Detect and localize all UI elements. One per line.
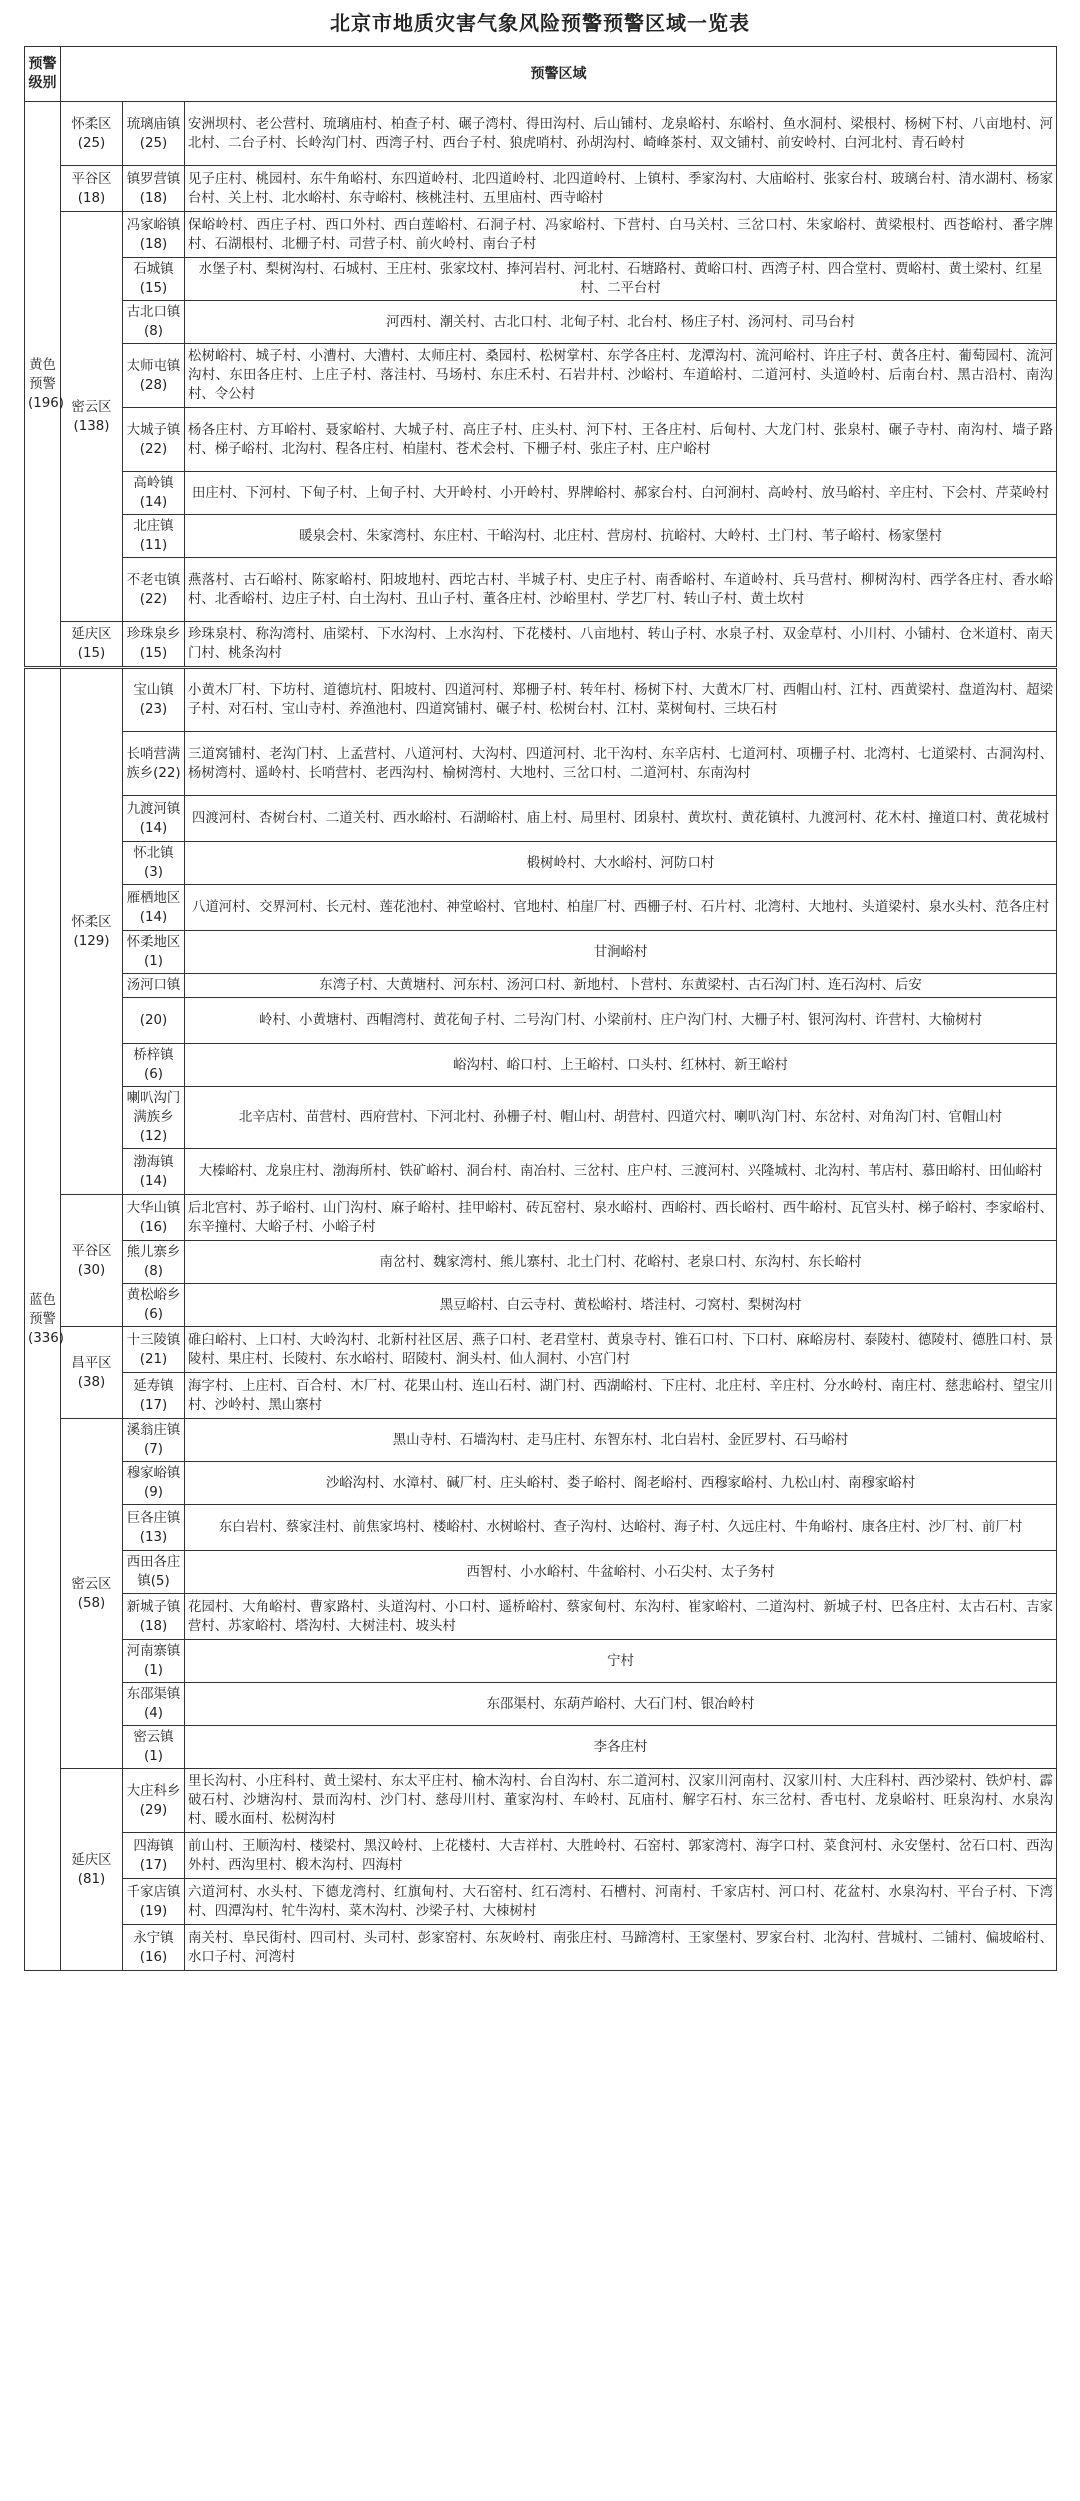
table-row [25, 1683, 1057, 1726]
warning-level-cell: 黄色预警(196) [25, 102, 61, 668]
town-cell: 石城镇(15) [123, 258, 185, 301]
table-row [25, 1594, 1057, 1640]
table-row [25, 166, 1057, 212]
table-row [25, 408, 1057, 472]
district-cell: 怀柔区(129) [61, 668, 123, 1195]
town-cell: 琉璃庙镇(25) [123, 102, 185, 166]
village-list-cell: 小黄木厂村、下坊村、道德坑村、阳坡村、四道河村、郑栅子村、转年村、杨树下村、大黄木厂村、西帽山村、江村、西黄梁村、盘道沟村、超梁子村、对石村、宝山寺村、养渔池村、四道窝铺村、碾子村、松树台村、江村、菜树甸村、三块石村 [185, 668, 1057, 732]
town-cell: 穆家峪镇(9) [123, 1462, 185, 1505]
table-row [25, 1726, 1057, 1769]
village-list-cell: 峪沟村、峪口村、上王峪村、口头村、红林村、新王峪村 [185, 1044, 1057, 1087]
table-row [25, 931, 1057, 974]
town-cell: 十三陵镇(21) [123, 1327, 185, 1373]
town-cell: 怀柔地区(1) [123, 931, 185, 974]
village-list-cell: 杨各庄村、方耳峪村、聂家峪村、大城子村、高庄子村、庄头村、河下村、王各庄村、后甸村、大龙门村、张泉村、碾子寺村、南沟村、墙子路村、梯子峪村、北沟村、程各庄村、柏崖村、苍术会村、下栅子村、张庄子村、庄户峪村 [185, 408, 1057, 472]
town-cell: 新城子镇(18) [123, 1594, 185, 1640]
town-cell: 雁栖地区(14) [123, 885, 185, 931]
table-row [25, 1925, 1057, 1971]
village-list-cell: 黑豆峪村、白云寺村、黄松峪村、塔洼村、刁窝村、梨树沟村 [185, 1284, 1057, 1327]
table-row [25, 1640, 1057, 1683]
village-list-cell: 花园村、大角峪村、曹家路村、头道沟村、小口村、遥桥峪村、蔡家甸村、东沟村、崔家峪村、二道沟村、新城子村、巴各庄村、太古石村、吉家营村、苏家峪村、塔沟村、大树洼村、坡头村 [185, 1594, 1057, 1640]
table-row [25, 974, 1057, 998]
village-list-cell: 东湾子村、大黄塘村、河东村、汤河口村、新地村、卜营村、东黄梁村、古石沟门村、连石沟村、后安 [185, 974, 1057, 998]
table-row [25, 258, 1057, 301]
town-cell: 古北口镇(8) [123, 301, 185, 344]
district-cell: 平谷区(18) [61, 166, 123, 212]
table-row [25, 212, 1057, 258]
town-cell: 大城子镇(22) [123, 408, 185, 472]
village-list-cell: 椴树岭村、大水峪村、河防口村 [185, 842, 1057, 885]
village-list-cell: 水堡子村、梨树沟村、石城村、王庄村、张家坟村、捧河岩村、河北村、石塘路村、黄峪口村、西湾子村、四合堂村、贾峪村、黄土梁村、红星村、二平台村 [185, 258, 1057, 301]
table-row [25, 1241, 1057, 1284]
table-row [25, 1195, 1057, 1241]
table-row [25, 885, 1057, 931]
village-list-cell: 北辛店村、苗营村、西府营村、下河北村、孙栅子村、帽山村、胡营村、四道穴村、喇叭沟门村、东岔村、对角沟门村、官帽山村 [185, 1087, 1057, 1149]
table-row [25, 1462, 1057, 1505]
table-row [25, 515, 1057, 558]
town-cell: 巨各庄镇(13) [123, 1505, 185, 1551]
town-cell: 熊儿寨乡(8) [123, 1241, 185, 1284]
town-cell: 桥梓镇(6) [123, 1044, 185, 1087]
town-cell: 千家店镇(19) [123, 1879, 185, 1925]
table-row [25, 668, 1057, 732]
table-row [25, 1551, 1057, 1594]
village-list-cell: 四渡河村、杏树台村、二道关村、西水峪村、石湖峪村、庙上村、局里村、团泉村、黄坎村、黄花镇村、九渡河村、花木村、撞道口村、黄花城村 [185, 796, 1057, 842]
village-list-cell: 黑山寺村、石墙沟村、走马庄村、东智东村、北白岩村、金匠罗村、石马峪村 [185, 1419, 1057, 1462]
town-cell: 怀北镇(3) [123, 842, 185, 885]
village-list-cell: 八道河村、交界河村、长元村、莲花池村、神堂峪村、官地村、柏崖厂村、西栅子村、石片村、北湾村、大地村、头道梁村、泉水头村、范各庄村 [185, 885, 1057, 931]
town-cell: 镇罗营镇(18) [123, 166, 185, 212]
village-list-cell: 三道窝铺村、老沟门村、上孟营村、八道河村、大沟村、四道河村、北干沟村、东辛店村、七道河村、项栅子村、北湾村、七道梁村、古洞沟村、杨树湾村、遥岭村、长哨营村、老西沟村、榆树湾村、大地村、三岔口村、二道河村、东南沟村 [185, 732, 1057, 796]
town-cell: (20) [123, 998, 185, 1044]
town-cell: 大华山镇(16) [123, 1195, 185, 1241]
district-cell: 延庆区(81) [61, 1769, 123, 1971]
table-row [25, 1373, 1057, 1419]
table-row [25, 998, 1057, 1044]
village-list-cell: 东白岩村、蔡家洼村、前焦家坞村、楼峪村、水树峪村、查子沟村、达峪村、海子村、久远庄村、牛角峪村、康各庄村、沙厂村、前厂村 [185, 1505, 1057, 1551]
table-row [25, 1879, 1057, 1925]
table-row [25, 796, 1057, 842]
village-list-cell: 南岔村、魏家湾村、熊儿寨村、北土门村、花峪村、老泉口村、东沟村、东长峪村 [185, 1241, 1057, 1284]
area-header: 预警区域 [61, 47, 1057, 102]
town-cell: 宝山镇(23) [123, 668, 185, 732]
village-list-cell: 珍珠泉村、称沟湾村、庙梁村、下水沟村、上水沟村、下花楼村、八亩地村、转山子村、水泉子村、双金草村、小川村、小铺村、仓米道村、南天门村、桃条沟村 [185, 622, 1057, 668]
village-list-cell: 海字村、上庄村、百合村、木厂村、花果山村、连山石村、湖门村、西湖峪村、下庄村、北庄村、辛庄村、分水岭村、南庄村、慈悲峪村、望宝川村、沙岭村、黑山寨村 [185, 1373, 1057, 1419]
village-list-cell: 保峪岭村、西庄子村、西口外村、西白莲峪村、石洞子村、冯家峪村、下营村、白马关村、三岔口村、朱家峪村、黄梁根村、西苍峪村、番字牌村、石湖根村、北栅子村、司营子村、前火岭村、南台子村 [185, 212, 1057, 258]
level-header: 预警级别 [25, 47, 61, 102]
village-list-cell: 宁村 [185, 1640, 1057, 1683]
town-cell: 九渡河镇(14) [123, 796, 185, 842]
town-cell: 延寿镇(17) [123, 1373, 185, 1419]
district-cell: 密云区(138) [61, 212, 123, 622]
village-list-cell: 李各庄村 [185, 1726, 1057, 1769]
table-row [25, 1833, 1057, 1879]
village-list-cell: 后北宫村、苏子峪村、山门沟村、麻子峪村、挂甲峪村、砖瓦窑村、泉水峪村、西峪村、西长峪村、西牛峪村、瓦官头村、梯子峪村、李家峪村、东辛撞村、大峪子村、小峪子村 [185, 1195, 1057, 1241]
district-cell: 密云区(58) [61, 1419, 123, 1769]
town-cell: 溪翁庄镇(7) [123, 1419, 185, 1462]
village-list-cell: 松树峪村、城子村、小漕村、大漕村、太师庄村、桑园村、松树掌村、东学各庄村、龙潭沟村、流河峪村、许庄子村、黄各庄村、葡萄园村、流河沟村、东田各庄村、上庄子村、落洼村、马场村、东庄禾村、石岩井村、沙峪村、车道峪村、二道河村、头道岭村、后南台村、黑古沿村、南沟村、令公村 [185, 344, 1057, 408]
table-row [25, 1327, 1057, 1373]
table-row [25, 301, 1057, 344]
village-list-cell: 甘涧峪村 [185, 931, 1057, 974]
town-cell: 黄松峪乡(6) [123, 1284, 185, 1327]
town-cell: 长哨营满族乡(22) [123, 732, 185, 796]
village-list-cell: 岭村、小黄塘村、西帽湾村、黄花甸子村、二号沟门村、小梁前村、庄户沟门村、大栅子村、银河沟村、许营村、大榆树村 [185, 998, 1057, 1044]
warning-table [24, 46, 1057, 1971]
table-row [25, 472, 1057, 515]
town-cell: 冯家峪镇(18) [123, 212, 185, 258]
village-list-cell: 前山村、王顺沟村、楼梁村、黑汉岭村、上花楼村、大吉祥村、大胜岭村、石窑村、郭家湾村、海字口村、菜食河村、永安堡村、岔石口村、西沟外村、西沟里村、椴木沟村、四海村 [185, 1833, 1057, 1879]
village-list-cell: 沙峪沟村、水漳村、碱厂村、庄头峪村、娄子峪村、阁老峪村、西穆家峪村、九松山村、南穆家峪村 [185, 1462, 1057, 1505]
table-row [25, 1505, 1057, 1551]
district-cell: 昌平区(38) [61, 1327, 123, 1419]
table-row [25, 1284, 1057, 1327]
village-list-cell: 燕落村、古石峪村、陈家峪村、阳坡地村、西坨古村、半城子村、史庄子村、南香峪村、车道岭村、兵马营村、柳树沟村、西学各庄村、香水峪村、北香峪村、边庄子村、白土沟村、丑山子村、董各庄村、沙峪里村、学艺厂村、转山子村、黄土坎村 [185, 558, 1057, 622]
town-cell: 渤海镇(14) [123, 1149, 185, 1195]
table-row [25, 558, 1057, 622]
district-cell: 延庆区(15) [61, 622, 123, 668]
village-list-cell: 见子庄村、桃园村、东牛角峪村、东四道岭村、北四道岭村、北四道岭村、上镇村、季家沟村、大庙峪村、张家台村、玻璃台村、清水湖村、杨家台村、关上村、北水峪村、东寺峪村、核桃洼村、五里庙村、西寺峪村 [185, 166, 1057, 212]
town-cell: 密云镇(1) [123, 1726, 185, 1769]
town-cell: 汤河口镇 [123, 974, 185, 998]
village-list-cell: 六道河村、水头村、下德龙湾村、红旗甸村、大石窑村、红石湾村、石槽村、河南村、千家店村、河口村、花盆村、水泉沟村、平台子村、下湾村、四潭沟村、牤牛沟村、菜木沟村、沙梁子村、大栜树村 [185, 1879, 1057, 1925]
village-list-cell: 暖泉会村、朱家湾村、东庄村、干峪沟村、北庄村、营房村、抗峪村、大岭村、土门村、苇子峪村、杨家堡村 [185, 515, 1057, 558]
table-header-row [25, 47, 1057, 102]
village-list-cell: 里长沟村、小庄科村、黄土梁村、东太平庄村、榆木沟村、台自沟村、东二道河村、汉家川河南村、汉家川村、大庄科村、西沙梁村、铁炉村、霹破石村、沙塘沟村、景而沟村、沙门村、慈母川村、董家沟村、车岭村、瓦庙村、解字石村、东三岔村、香屯村、龙泉峪村、旺泉沟村、水泉沟村、暖水面村、松树沟村 [185, 1769, 1057, 1833]
town-cell: 北庄镇(11) [123, 515, 185, 558]
town-cell: 太师屯镇(28) [123, 344, 185, 408]
village-list-cell: 西智村、小水峪村、牛盆峪村、小石尖村、太子务村 [185, 1551, 1057, 1594]
village-list-cell: 安洲坝村、老公营村、琉璃庙村、柏查子村、碾子湾村、得田沟村、后山铺村、龙泉峪村、东峪村、鱼水洞村、梁根村、杨树下村、八亩地村、河北村、二台子村、长岭沟门村、西湾子村、西台子村、狼虎哨村、孙胡沟村、崎峰茶村、双文铺村、前安岭村、白河北村、青石岭村 [185, 102, 1057, 166]
town-cell: 珍珠泉乡(15) [123, 622, 185, 668]
town-cell: 西田各庄镇(5) [123, 1551, 185, 1594]
town-cell: 高岭镇(14) [123, 472, 185, 515]
warning-level-cell: 蓝色预警(336) [25, 668, 61, 1971]
town-cell: 大庄科乡(29) [123, 1769, 185, 1833]
village-list-cell: 南关村、阜民街村、四司村、头司村、彭家窑村、东灰岭村、南张庄村、马蹄湾村、王家堡村、罗家台村、北沟村、营城村、二铺村、偏坡峪村、水口子村、河湾村 [185, 1925, 1057, 1971]
village-list-cell: 东邵渠村、东葫芦峪村、大石门村、银冶岭村 [185, 1683, 1057, 1726]
village-list-cell: 河西村、潮关村、古北口村、北甸子村、北台村、杨庄子村、汤河村、司马台村 [185, 301, 1057, 344]
town-cell: 喇叭沟门满族乡(12) [123, 1087, 185, 1149]
town-cell: 河南寨镇(1) [123, 1640, 185, 1683]
table-row [25, 1044, 1057, 1087]
village-list-cell: 碓臼峪村、上口村、大岭沟村、北新村社区居、燕子口村、老君堂村、黄泉寺村、锥石口村、下口村、麻峪房村、泰陵村、德陵村、德胜口村、景陵村、果庄村、长陵村、东水峪村、昭陵村、涧头村、仙人洞村、小宫门村 [185, 1327, 1057, 1373]
table-row [25, 102, 1057, 166]
table-row [25, 1769, 1057, 1833]
town-cell: 不老屯镇(22) [123, 558, 185, 622]
table-body [25, 102, 1057, 1971]
table-row [25, 622, 1057, 668]
village-list-cell: 大榛峪村、龙泉庄村、渤海所村、铁矿峪村、洞台村、南冶村、三岔村、庄户村、三渡河村、兴隆城村、北沟村、苇店村、慕田峪村、田仙峪村 [185, 1149, 1057, 1195]
town-cell: 永宁镇(16) [123, 1925, 185, 1971]
table-row [25, 732, 1057, 796]
district-cell: 平谷区(30) [61, 1195, 123, 1327]
district-cell: 怀柔区(25) [61, 102, 123, 166]
page-title: 北京市地质灾害气象风险预警预警区域一览表 [330, 11, 750, 35]
table-row [25, 1149, 1057, 1195]
village-list-cell: 田庄村、下河村、下甸子村、上甸子村、大开岭村、小开岭村、界牌峪村、郝家台村、白河涧村、高岭村、放马峪村、辛庄村、下会村、芹菜岭村 [185, 472, 1057, 515]
town-cell: 四海镇(17) [123, 1833, 185, 1879]
table-row [25, 1087, 1057, 1149]
table-row [25, 842, 1057, 885]
table-row [25, 344, 1057, 408]
town-cell: 东邵渠镇(4) [123, 1683, 185, 1726]
table-row [25, 1419, 1057, 1462]
